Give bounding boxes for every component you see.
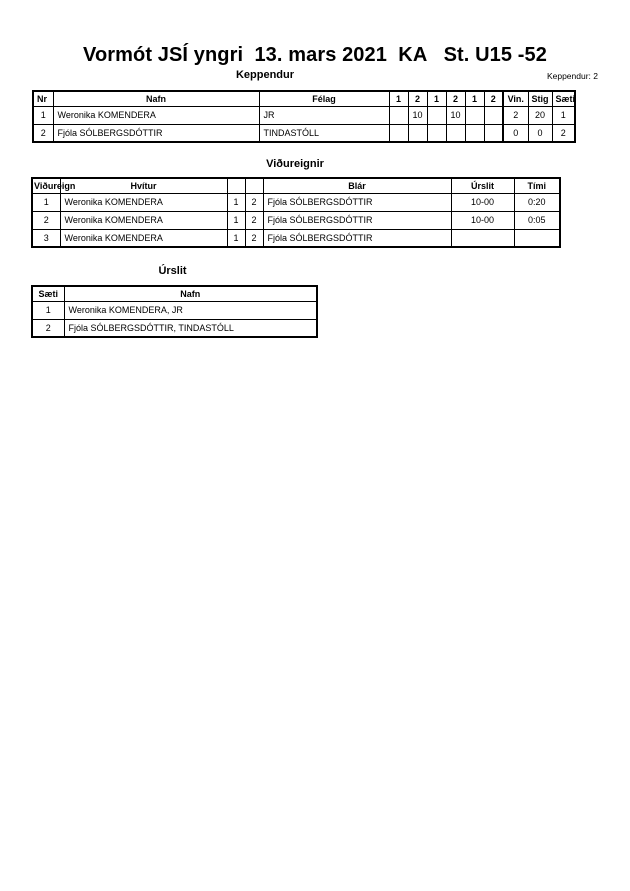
cell-nr: 2 (32, 211, 60, 229)
col-saeti: Sæti (32, 286, 64, 301)
keppendur-count: Keppendur: 2 (546, 71, 598, 81)
col-nr: Nr (33, 91, 53, 106)
cell-vin: 2 (503, 106, 528, 124)
cell-score: 2 (245, 211, 263, 229)
cell-nafn: Fjóla SÓLBERGSDÓTTIR (53, 124, 259, 142)
col-score (227, 178, 245, 193)
col-stig: Stig (528, 91, 552, 106)
cell-round: 10 (446, 106, 465, 124)
table-row (33, 106, 575, 124)
cell-nr: 3 (32, 229, 60, 247)
col-nafn: Nafn (53, 91, 259, 106)
cell-round (427, 124, 446, 142)
cell-blar: Fjóla SÓLBERGSDÓTTIR (263, 193, 451, 211)
cell-score: 2 (245, 193, 263, 211)
cell-score: 1 (227, 229, 245, 247)
cell-round: 10 (408, 106, 427, 124)
cell-score: 2 (245, 229, 263, 247)
col-saeti: Sæti (552, 91, 575, 106)
col-felag: Félag (259, 91, 389, 106)
cell-urslit: 10-00 (451, 211, 514, 229)
col-round: 2 (484, 91, 503, 106)
cell-nr: 1 (32, 193, 60, 211)
cell-blar: Fjóla SÓLBERGSDÓTTIR (263, 229, 451, 247)
cell-round (408, 124, 427, 142)
vidureignir-header-row (32, 178, 560, 193)
cell-timi: 0:05 (514, 211, 560, 229)
col-hvitur: Hvítur (60, 178, 227, 193)
cell-round (484, 124, 503, 142)
cell-vin: 0 (503, 124, 528, 142)
table-row (32, 211, 560, 229)
cell-round (427, 106, 446, 124)
col-round: 1 (465, 91, 484, 106)
table-row (32, 301, 317, 319)
cell-nafn: Weronika KOMENDERA (53, 106, 259, 124)
table-row (33, 124, 575, 142)
cell-timi: 0:20 (514, 193, 560, 211)
cell-urslit: 10-00 (451, 193, 514, 211)
cell-score: 1 (227, 211, 245, 229)
cell-nafn: Weronika KOMENDERA, JR (64, 301, 317, 319)
cell-round (465, 124, 484, 142)
col-timi: Tími (514, 178, 560, 193)
vidureignir-heading: Viðureignir (266, 158, 324, 170)
col-blar: Blár (263, 178, 451, 193)
col-urslit: Úrslit (451, 178, 514, 193)
cell-hvitur: Weronika KOMENDERA (60, 211, 227, 229)
col-round: 2 (446, 91, 465, 106)
cell-saeti: 2 (552, 124, 575, 142)
cell-hvitur: Weronika KOMENDERA (60, 229, 227, 247)
col-vin: Vin. (503, 91, 528, 106)
cell-blar: Fjóla SÓLBERGSDÓTTIR (263, 211, 451, 229)
keppendur-heading: Keppendur (235, 69, 295, 81)
urslit-heading: Úrslit (158, 265, 187, 277)
cell-nr: 2 (33, 124, 53, 142)
cell-urslit (451, 229, 514, 247)
cell-stig: 20 (528, 106, 552, 124)
cell-nr: 1 (33, 106, 53, 124)
col-round: 1 (427, 91, 446, 106)
urslit-table (31, 285, 318, 338)
cell-felag: TINDASTÓLL (259, 124, 389, 142)
cell-saeti: 1 (32, 301, 64, 319)
cell-round (465, 106, 484, 124)
urslit-header-row (32, 286, 317, 301)
cell-saeti: 2 (32, 319, 64, 337)
col-round: 1 (389, 91, 408, 106)
table-row (32, 319, 317, 337)
cell-round (389, 106, 408, 124)
cell-round (484, 106, 503, 124)
page-title: Vormót JSÍ yngri 13. mars 2021 KA St. U15 -52 (83, 44, 547, 66)
table-row (32, 193, 560, 211)
cell-round (389, 124, 408, 142)
col-vidureign: Viðureign (32, 178, 60, 193)
vidureignir-table (31, 177, 561, 248)
cell-round (446, 124, 465, 142)
table-row (32, 229, 560, 247)
cell-timi (514, 229, 560, 247)
cell-stig: 0 (528, 124, 552, 142)
col-round: 2 (408, 91, 427, 106)
cell-score: 1 (227, 193, 245, 211)
keppendur-table (32, 90, 576, 143)
keppendur-header-row (33, 91, 575, 106)
cell-hvitur: Weronika KOMENDERA (60, 193, 227, 211)
col-nafn: Nafn (64, 286, 317, 301)
col-score (245, 178, 263, 193)
cell-nafn: Fjóla SÓLBERGSDÓTTIR, TINDASTÓLL (64, 319, 317, 337)
cell-saeti: 1 (552, 106, 575, 124)
cell-felag: JR (259, 106, 389, 124)
